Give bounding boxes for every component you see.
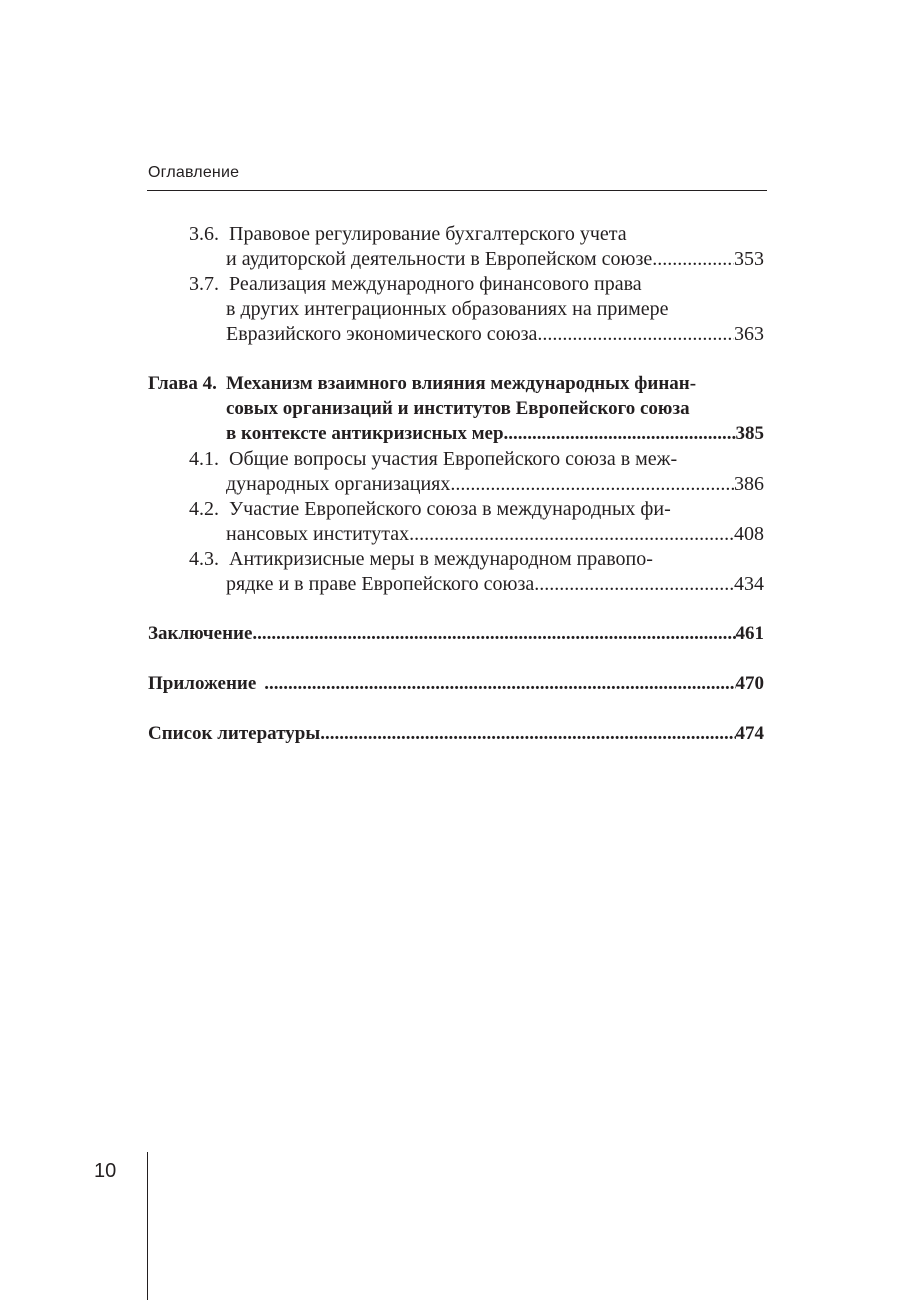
toc-entry-title-continuation: в других интеграционных образованиях на примере — [226, 298, 669, 320]
toc-page-number: 353 — [734, 248, 764, 270]
toc-entry-title-continuation: и аудиторской деятельности в Европейском союзе — [226, 248, 653, 270]
toc-chapter-4-line-1 — [148, 372, 764, 396]
toc-entry-title: Реализация международного финансового права — [229, 273, 642, 295]
toc-chapter-title-continuation: совых организаций и институтов Европейского союза — [226, 398, 690, 419]
toc-page-number: 385 — [735, 423, 764, 444]
toc-entry-title: Приложение — [148, 673, 257, 694]
toc-entry-title: Общие вопросы участия Европейского союза в меж- — [229, 448, 678, 470]
toc-references — [148, 722, 764, 746]
leader-dots — [320, 722, 735, 746]
leader-dots — [450, 472, 734, 496]
toc-page-number: 470 — [735, 673, 764, 694]
leader-dots — [409, 522, 734, 546]
toc-page-number: 408 — [734, 523, 764, 545]
toc-entry-title-continuation: рядке и в праве Европейского союза — [226, 573, 535, 595]
toc-entry-4-1-line-1 — [148, 447, 764, 471]
leader-dots — [537, 322, 734, 346]
toc-chapter-4-line-3 — [148, 422, 764, 446]
toc-entry-3-6-line-1 — [148, 222, 764, 246]
toc-entry-3-6-line-2 — [148, 247, 764, 271]
toc-entry-title: Антикризисные меры в международном правопо- — [229, 548, 653, 570]
toc-chapter-title-continuation: в контексте антикризисных мер — [226, 423, 504, 444]
toc-entry-4-2-line-1 — [148, 497, 764, 521]
toc-entry-4-3-line-2 — [148, 572, 764, 596]
toc-entry-4-2-line-2 — [148, 522, 764, 546]
toc-page-number: 363 — [734, 323, 764, 345]
header-divider — [147, 190, 767, 191]
leader-dots — [504, 422, 736, 446]
toc-entry-title: Правовое регулирование бухгалтерского учета — [229, 223, 627, 245]
leader-dots — [264, 672, 735, 696]
toc-entry-4-3-line-1 — [148, 547, 764, 571]
toc-page-number: 434 — [734, 573, 764, 595]
leader-dots — [534, 572, 734, 596]
running-header: Оглавление — [148, 164, 240, 181]
toc-chapter-number: Глава 4. — [148, 373, 217, 394]
toc-page-number: 474 — [735, 723, 764, 744]
leader-dots — [652, 247, 734, 271]
toc-entry-number: 3.7. — [189, 273, 224, 295]
toc-entry-3-7-line-2 — [148, 297, 764, 321]
toc-entry-number: 4.2. — [189, 498, 224, 520]
toc-chapter-title: Механизм взаимного влияния международных финан- — [226, 373, 697, 394]
toc-page-number: 461 — [735, 623, 764, 644]
toc-entry-title: Заключение — [148, 623, 253, 644]
toc-appendix — [148, 672, 764, 696]
toc-entry-title: Список литературы — [148, 723, 321, 744]
toc-page-number: 386 — [734, 473, 764, 495]
leader-dots — [252, 622, 735, 646]
margin-rule — [147, 1152, 148, 1300]
toc-chapter-4-line-2 — [148, 397, 764, 421]
toc-entry-3-7-line-1 — [148, 272, 764, 296]
toc-entry-title-continuation: Евразийского экономического союза — [226, 323, 538, 345]
folio-page-number: 10 — [94, 1160, 117, 1182]
toc-entry-number: 4.3. — [189, 548, 224, 570]
toc-entry-title-continuation: нансовых институтах — [226, 523, 410, 545]
toc-entry-number: 4.1. — [189, 448, 224, 470]
toc-entry-number: 3.6. — [189, 223, 224, 245]
toc-entry-title: Участие Европейского союза в международных фи- — [229, 498, 671, 520]
toc-entry-3-7-line-3 — [148, 322, 764, 346]
toc-entry-4-1-line-2 — [148, 472, 764, 496]
toc-conclusion — [148, 622, 764, 646]
toc-entry-title-continuation: дународных организациях — [226, 473, 451, 495]
